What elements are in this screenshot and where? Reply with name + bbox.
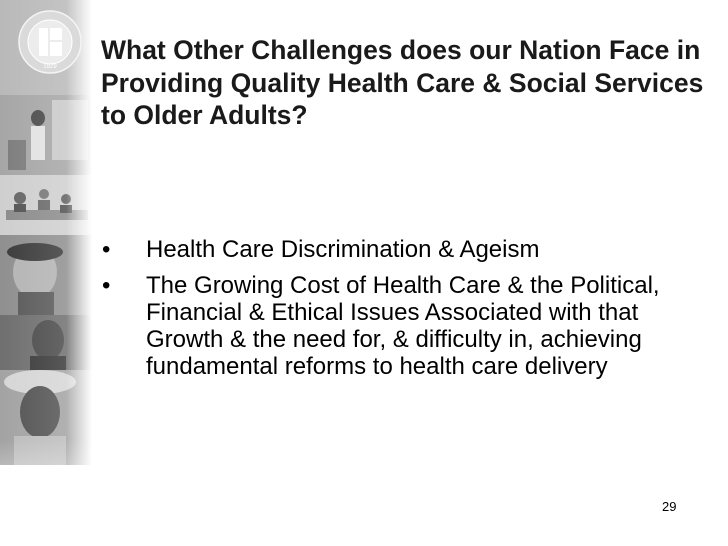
bullet-marker: •	[102, 236, 111, 263]
photo-collage-image	[0, 0, 92, 546]
bullet-list	[102, 236, 722, 389]
bullet-text: The Growing Cost of Health Care & the Political, Financial & Ethical Issues Associated with that Growth & the need for, & difficulty in, achieving fundamental reforms to health care delivery	[146, 272, 660, 380]
photo-collage-strip	[0, 0, 92, 546]
bullet-marker: •	[102, 272, 111, 299]
seal-year: 1929	[43, 64, 57, 70]
bullet-item	[102, 272, 722, 380]
foundation-seal-icon	[18, 10, 82, 74]
page-number: 29	[662, 499, 677, 514]
bullet-item	[102, 236, 722, 263]
bullet-text: Health Care Discrimination & Ageism	[146, 236, 540, 263]
slide-title: What Other Challenges does our Nation Face in Providing Quality Health Care & Social Services to Older Adults?	[101, 35, 704, 130]
